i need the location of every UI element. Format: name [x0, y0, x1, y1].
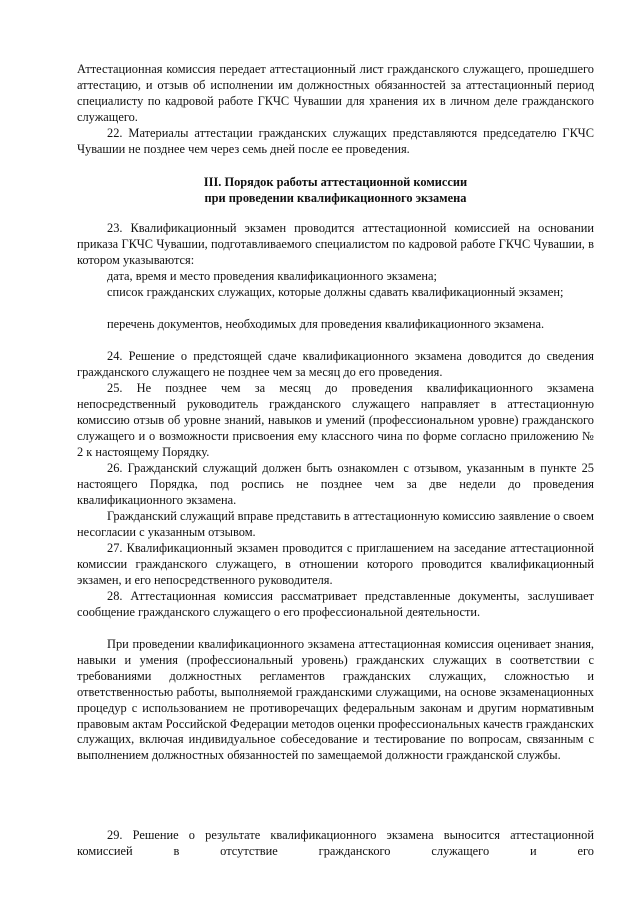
paragraph-attestation-sheet: Аттестационная комиссия передает аттестационный лист гражданского служащего, прошедшего аттестацию, и отзыв об исполнении им должностных обязанностей за аттестационный период специалисту по кадровой работе ГКЧС Чувашии для хранения их в личном деле гражданского служащего. [77, 62, 594, 124]
list-item-documents: перечень документов, необходимых для проведения квалификационного экзамена. [107, 317, 545, 331]
paragraph-28: 28. Аттестационная комиссия рассматривает представленные документы, заслушивает сообщение гражданского служащего о его профессиональной деятельности. [77, 589, 594, 619]
paragraph-22: 22. Материалы аттестации гражданских служащих представляются председателю ГКЧС Чувашии не позднее чем через семь дней после ее проведения. [77, 126, 594, 156]
paragraph-26-right: Гражданский служащий вправе представить в аттестационную комиссию заявление о своем несогласии с указанным отзывом. [77, 509, 594, 539]
paragraph-25: 25. Не позднее чем за месяц до проведения квалификационного экзамена непосредственный руководитель гражданского служащего направляет в аттестационную комиссию отзыв об уровне знаний, навыков и умений (профессиональном уровне) гражданского служащего и о возможности присвоения ему классного чина по форме согласно приложению № 2 к настоящему Порядку. [77, 381, 594, 459]
section-title-line2: при проведении квалификационного экзамена [204, 191, 467, 205]
section-title-line1: III. Порядок работы аттестационной комиссии [203, 175, 468, 189]
paragraph-27: 27. Квалификационный экзамен проводится с приглашением на заседание аттестационной комиссии гражданского служащего, в отношении которого проводится квалификационный экзамен, и его непосредственного руководителя. [77, 541, 594, 587]
paragraph-28-exam: При проведении квалификационного экзамена аттестационная комиссия оценивает знания, навыки и умения (профессиональный уровень) гражданских служащих в соответствии с требованиями должностных регламентов гражданских служащих, сложностью и ответственностью работы, выполняемой гражданскими служащими, на основе экзаменационных процедур с использованием не противоречащих федеральным законам и другим нормативным правовым актам Российской Федерации методов оценки профессиональных качеств гражданских служащих, включая индивидуальное собеседование и тестирование по вопросам, связанным с выполнением должностных обязанностей по замещаемой должности гражданской службы. [77, 637, 594, 763]
list-item-date: дата, время и место проведения квалификационного экзамена; [107, 269, 437, 283]
list-item-servants: список гражданских служащих, которые должны сдавать квалификационный экзамен; [107, 285, 564, 299]
paragraph-24: 24. Решение о предстоящей сдаче квалификационного экзамена доводится до сведения гражданского служащего не позднее чем за месяц до его проведения. [77, 349, 594, 379]
paragraph-26: 26. Гражданский служащий должен быть ознакомлен с отзывом, указанным в пункте 25 настоящего Порядка, под роспись не позднее чем за две недели до проведения квалификационного экзамена. [77, 461, 594, 507]
paragraph-23: 23. Квалификационный экзамен проводится аттестационной комиссией на основании приказа ГКЧС Чувашии, подготавливаемого специалистом по кадровой работе ГКЧС Чувашии, в котором указываются: [77, 221, 594, 267]
paragraph-29: 29. Решение о результате квалификационного экзамена выносится аттестационной комиссией в отсутствие гражданского служащего и его [77, 828, 594, 858]
